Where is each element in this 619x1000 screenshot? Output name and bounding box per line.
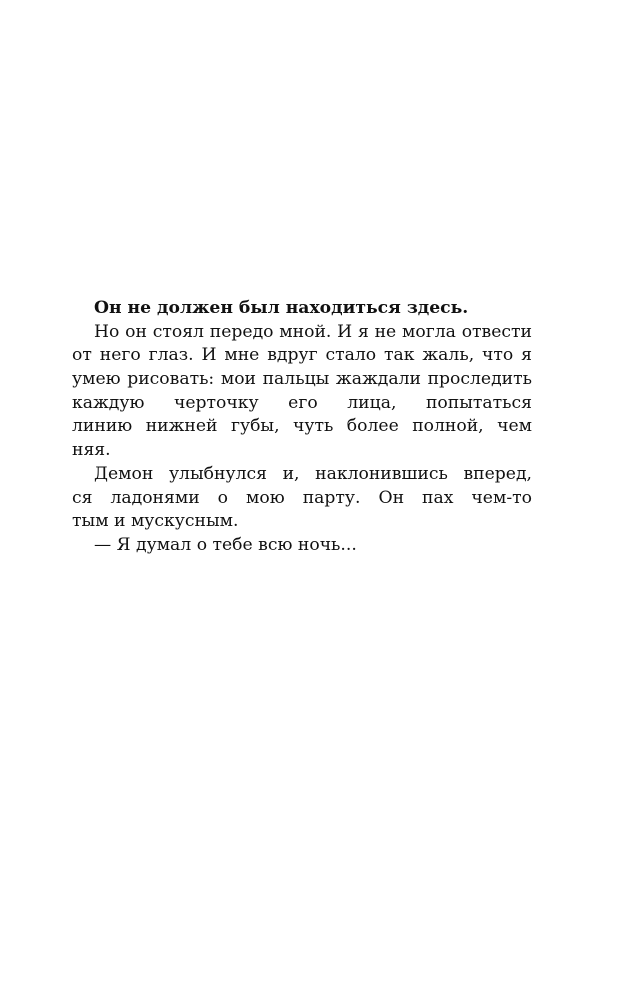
heading-line: Он не должен был находиться здесь. [94, 298, 469, 318]
paragraph-line: каждую черточку его лица, попытаться [72, 392, 532, 413]
dialogue-line: — Я думал о тебе всю ночь... [94, 534, 357, 555]
paragraph-line: от него глаз. И мне вдруг стало так жаль, что я [72, 345, 532, 366]
paragraph-line: линию нижней губы, чуть более полной, чем [72, 416, 532, 437]
paragraph-line: умею рисовать: мои пальцы жаждали проследить [72, 369, 532, 390]
paragraph-line: няя. [72, 440, 111, 461]
paragraph-line: Но он стоял передо мной. И я не могла отвести [94, 321, 532, 342]
paragraph-line: тым и мускусным. [72, 511, 239, 532]
paragraph-line: ся ладонями о мою парту. Он пах чем-то [72, 487, 532, 508]
paragraph-line: Демон улыбнулся и, наклонившись вперед, [94, 463, 532, 484]
body-text [72, 297, 532, 558]
